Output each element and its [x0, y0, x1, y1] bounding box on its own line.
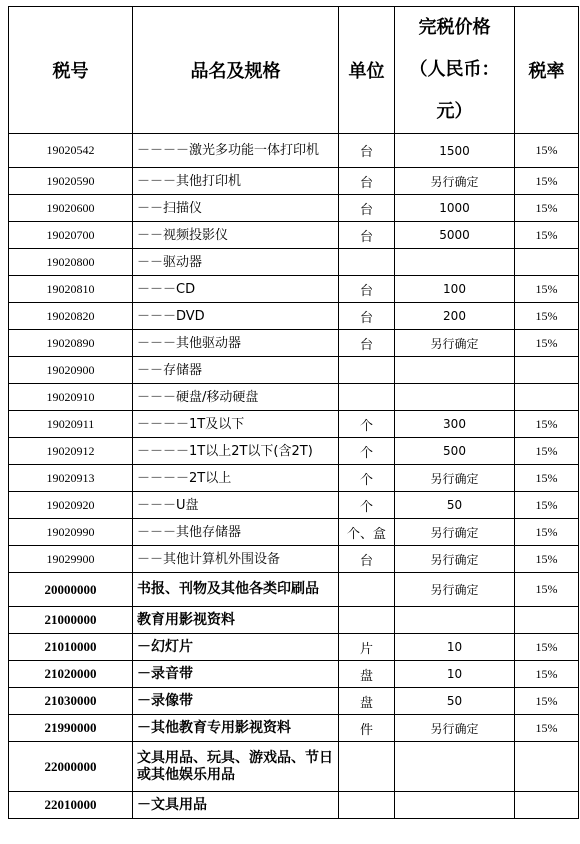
table-row — [9, 276, 579, 303]
table-row — [9, 411, 579, 438]
cell-price: 另行确定 — [395, 546, 515, 573]
cell-price: 200 — [395, 303, 515, 330]
cell-price: 50 — [395, 492, 515, 519]
cell-rate: 15% — [515, 661, 579, 688]
cell-unit: 台 — [339, 276, 395, 303]
cell-code: 19020600 — [9, 195, 133, 222]
cell-rate: 15% — [515, 134, 579, 168]
cell-unit: 台 — [339, 303, 395, 330]
cell-price: 另行确定 — [395, 573, 515, 607]
cell-rate: 15% — [515, 330, 579, 357]
cell-rate: 15% — [515, 303, 579, 330]
header-price-line2: （人民币： — [409, 59, 500, 80]
table-row — [9, 357, 579, 384]
cell-rate — [515, 742, 579, 792]
cell-name: －－－其他驱动器 — [133, 330, 339, 357]
cell-rate — [515, 384, 579, 411]
table-row — [9, 134, 579, 168]
cell-rate: 15% — [515, 276, 579, 303]
cell-name: －－－其他存储器 — [133, 519, 339, 546]
cell-rate: 15% — [515, 634, 579, 661]
cell-unit — [339, 384, 395, 411]
cell-price: 1000 — [395, 195, 515, 222]
cell-unit: 盘 — [339, 661, 395, 688]
header-name: 品名及规格 — [133, 7, 339, 134]
header-rate: 税率 — [515, 7, 579, 134]
cell-name: －－－U盘 — [133, 492, 339, 519]
cell-price: 另行确定 — [395, 715, 515, 742]
cell-name: －－－－2T以上 — [133, 465, 339, 492]
cell-name: －－－－1T以上2T以下(含2T) — [133, 438, 339, 465]
cell-name: －－－－1T及以下 — [133, 411, 339, 438]
cell-rate: 15% — [515, 438, 579, 465]
cell-rate: 15% — [515, 573, 579, 607]
cell-code: 20000000 — [9, 573, 133, 607]
cell-name: －录音带 — [133, 661, 339, 688]
table-row — [9, 546, 579, 573]
tariff-table — [8, 6, 579, 819]
table-row — [9, 438, 579, 465]
cell-code: 21010000 — [9, 634, 133, 661]
table-row — [9, 715, 579, 742]
cell-rate — [515, 792, 579, 819]
cell-unit — [339, 573, 395, 607]
cell-price: 另行确定 — [395, 519, 515, 546]
cell-code: 19020890 — [9, 330, 133, 357]
cell-unit — [339, 249, 395, 276]
cell-price: 1500 — [395, 134, 515, 168]
cell-code: 19020913 — [9, 465, 133, 492]
cell-unit: 个 — [339, 438, 395, 465]
cell-rate: 15% — [515, 465, 579, 492]
table-header — [9, 7, 579, 134]
table-row — [9, 465, 579, 492]
table-row — [9, 573, 579, 607]
cell-name: －－－其他打印机 — [133, 168, 339, 195]
cell-name: －－－CD — [133, 276, 339, 303]
cell-unit: 片 — [339, 634, 395, 661]
cell-code: 19020920 — [9, 492, 133, 519]
table-row — [9, 492, 579, 519]
header-price — [395, 7, 515, 134]
cell-name: －－扫描仪 — [133, 195, 339, 222]
cell-price: 5000 — [395, 222, 515, 249]
cell-unit — [339, 792, 395, 819]
table-row — [9, 222, 579, 249]
header-price-line1: 完税价格 — [418, 17, 491, 38]
cell-price: 50 — [395, 688, 515, 715]
cell-code: 21020000 — [9, 661, 133, 688]
cell-code: 19020810 — [9, 276, 133, 303]
cell-code: 19020900 — [9, 357, 133, 384]
cell-price — [395, 792, 515, 819]
cell-rate: 15% — [515, 411, 579, 438]
cell-name: －录像带 — [133, 688, 339, 715]
cell-code: 22010000 — [9, 792, 133, 819]
cell-name: －－－硬盘/移动硬盘 — [133, 384, 339, 411]
cell-code: 19020542 — [9, 134, 133, 168]
cell-unit: 台 — [339, 222, 395, 249]
cell-price: 100 — [395, 276, 515, 303]
cell-unit: 台 — [339, 546, 395, 573]
cell-name: 书报、刊物及其他各类印刷品 — [133, 573, 339, 607]
cell-price: 另行确定 — [395, 330, 515, 357]
cell-code: 19020912 — [9, 438, 133, 465]
table-body — [9, 134, 579, 819]
table-row — [9, 168, 579, 195]
cell-price: 10 — [395, 661, 515, 688]
cell-code: 21030000 — [9, 688, 133, 715]
cell-rate: 15% — [515, 168, 579, 195]
cell-price: 另行确定 — [395, 465, 515, 492]
cell-rate: 15% — [515, 546, 579, 573]
cell-code: 19020990 — [9, 519, 133, 546]
table-row — [9, 249, 579, 276]
cell-unit: 盘 — [339, 688, 395, 715]
cell-unit: 个 — [339, 492, 395, 519]
header-unit: 单位 — [339, 7, 395, 134]
cell-unit: 个 — [339, 465, 395, 492]
cell-unit: 台 — [339, 134, 395, 168]
cell-rate — [515, 357, 579, 384]
cell-unit: 个 — [339, 411, 395, 438]
cell-name: －其他教育专用影视资料 — [133, 715, 339, 742]
table-row — [9, 519, 579, 546]
cell-price — [395, 249, 515, 276]
cell-price — [395, 607, 515, 634]
cell-unit — [339, 742, 395, 792]
cell-name: －－存储器 — [133, 357, 339, 384]
cell-price: 300 — [395, 411, 515, 438]
cell-rate: 15% — [515, 688, 579, 715]
cell-code: 19020820 — [9, 303, 133, 330]
cell-name: －－驱动器 — [133, 249, 339, 276]
cell-rate: 15% — [515, 195, 579, 222]
cell-name: －－－－激光多功能一体打印机 — [133, 134, 339, 168]
cell-code: 19020911 — [9, 411, 133, 438]
cell-code: 19020910 — [9, 384, 133, 411]
cell-price — [395, 357, 515, 384]
header-code: 税号 — [9, 7, 133, 134]
cell-price: 10 — [395, 634, 515, 661]
cell-price — [395, 742, 515, 792]
cell-unit: 台 — [339, 330, 395, 357]
cell-code: 21000000 — [9, 607, 133, 634]
table-row — [9, 688, 579, 715]
table-row — [9, 384, 579, 411]
table-row — [9, 742, 579, 792]
table-row — [9, 303, 579, 330]
cell-name: 教育用影视资料 — [133, 607, 339, 634]
cell-code: 22000000 — [9, 742, 133, 792]
cell-unit: 台 — [339, 195, 395, 222]
cell-code: 21990000 — [9, 715, 133, 742]
cell-rate — [515, 607, 579, 634]
cell-unit: 件 — [339, 715, 395, 742]
cell-price: 另行确定 — [395, 168, 515, 195]
cell-rate — [515, 249, 579, 276]
cell-name: 文具用品、玩具、游戏品、节日或其他娱乐用品 — [133, 742, 339, 792]
cell-code: 19020800 — [9, 249, 133, 276]
table-row — [9, 661, 579, 688]
cell-price: 500 — [395, 438, 515, 465]
cell-name: －－视频投影仪 — [133, 222, 339, 249]
cell-unit: 台 — [339, 168, 395, 195]
cell-rate: 15% — [515, 519, 579, 546]
header-price-line3: 元） — [436, 101, 473, 122]
cell-price — [395, 384, 515, 411]
table-row — [9, 792, 579, 819]
cell-name: －－其他计算机外围设备 — [133, 546, 339, 573]
cell-code: 19020700 — [9, 222, 133, 249]
table-row — [9, 195, 579, 222]
cell-unit — [339, 357, 395, 384]
cell-code: 19020590 — [9, 168, 133, 195]
cell-name: －－－DVD — [133, 303, 339, 330]
table-row — [9, 330, 579, 357]
table-row — [9, 607, 579, 634]
cell-code: 19029900 — [9, 546, 133, 573]
cell-name: －幻灯片 — [133, 634, 339, 661]
cell-rate: 15% — [515, 222, 579, 249]
table-row — [9, 634, 579, 661]
cell-name: －文具用品 — [133, 792, 339, 819]
cell-rate: 15% — [515, 715, 579, 742]
cell-unit — [339, 607, 395, 634]
cell-rate: 15% — [515, 492, 579, 519]
cell-unit: 个、盒 — [339, 519, 395, 546]
